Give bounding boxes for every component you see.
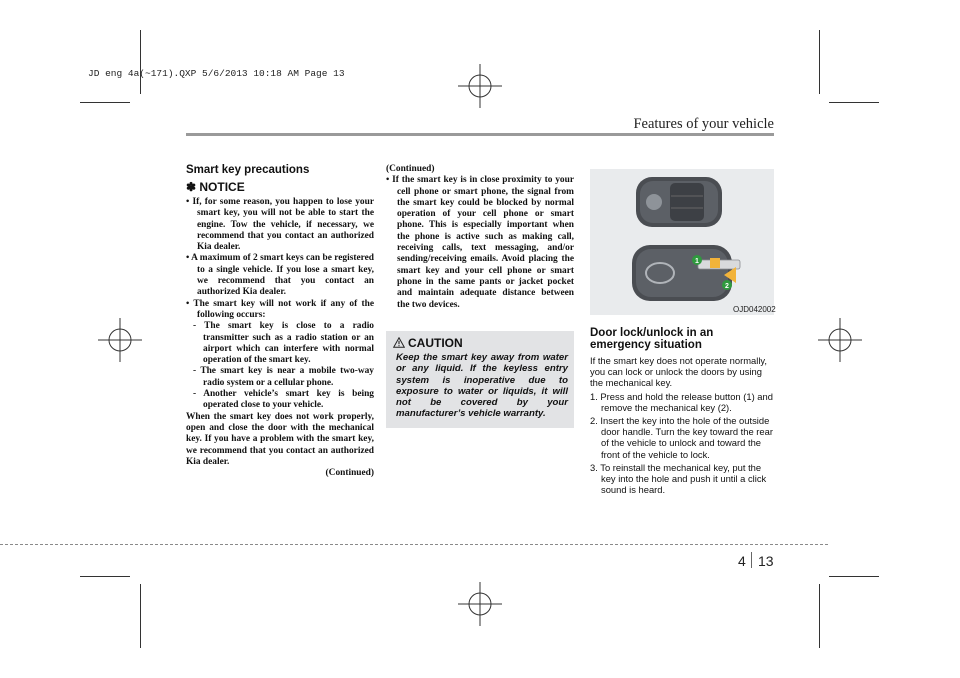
callout-2: 2: [725, 283, 729, 290]
column-door-lock-unlock: [590, 327, 776, 495]
crop-mark: [819, 584, 820, 648]
crop-mark: [80, 102, 130, 103]
crop-mark: [80, 576, 130, 577]
notice-paragraph: When the smart key does not work properly, open and close the door with the mechanical key. If you have a problem with the smart key, we recommend that you contact an authorized Kia dealer.: [186, 411, 374, 467]
crop-mark: [829, 102, 879, 103]
notice-bullet: • If the smart key is in close proximity to your cell phone or smart phone, the signal from the smart key could be blocked by normal operation of your cell phone or smart phone. This is especially important when the phone is active such as making call, receiving calls, text messaging, and/or sending/receiving emails. Avoid placing the smart key and your cell phone or smart phone in the same pants or jacket pocket and maintain adequate distance between the two devices.: [386, 175, 574, 310]
door-lock-body: [590, 355, 776, 495]
callout-1: 1: [695, 258, 699, 265]
column-continued-notice: [386, 164, 574, 311]
step-item: 3. To reinstall the mechanical key, put the key into the hole and push it until a click sound is heard.: [590, 461, 767, 496]
header-rule: [186, 133, 774, 136]
step-item: 2. Insert the key into the hole of the outside door handle. Turn the key toward the rear of the vehicle to unlock and toward the front of the vehicle to lock.: [590, 415, 773, 460]
registration-mark-top-icon: [458, 64, 502, 108]
registration-mark-right-icon: [818, 318, 862, 362]
column-smart-key-precautions: [186, 164, 374, 479]
crop-mark: [829, 576, 879, 577]
section-heading: Door lock/unlock in an emergency situation: [590, 327, 714, 351]
section-heading: Smart key precautions: [186, 164, 310, 176]
warning-triangle-icon: [393, 337, 405, 348]
crop-mark: [140, 30, 141, 94]
notice-sub-item: - The smart key is near a mobile two-way radio system or a cellular phone.: [193, 366, 374, 388]
registration-mark-left-icon: [98, 318, 142, 362]
page-number: 13: [758, 553, 774, 569]
caution-text: Keep the smart key away from water or any liquid. If the keyless entry system is inoperative due to exposure to water or liquids, it will not be covered by your manufacturer’s vehicle warranty.: [396, 352, 568, 420]
section-header-title: Features of your vehicle: [633, 116, 774, 132]
smart-key-illustration: [590, 169, 774, 315]
chapter-number: 4: [738, 553, 746, 569]
smart-key-figure: [590, 169, 774, 315]
crop-mark: [819, 30, 820, 94]
figure-caption: OJD042002: [733, 305, 776, 314]
step-item: 1. Press and hold the release button (1) and remove the mechanical key (2).: [590, 390, 773, 413]
notice-label: ✽ NOTICE: [186, 180, 245, 194]
notice-bullet: • If, for some reason, you happen to lose your smart key, you will not be able to start the engine. Tow the vehicle, if necessary, we recommend that you contact an authorized Kia dealer.: [186, 197, 374, 253]
notice-body: [186, 197, 374, 479]
crop-mark: [140, 584, 141, 648]
notice-sub-item: - The smart key is close to a radio transmitter such as a radio station or an airport which can interfere with normal operation of the smart key.: [193, 321, 374, 366]
notice-sub-item: - Another vehicle’s smart key is being operated close to your vehicle.: [193, 389, 374, 411]
continued-label: (Continued): [325, 468, 374, 479]
page-number-separator: [751, 552, 752, 568]
footer-rule: [0, 544, 828, 545]
notice-bullet: • The smart key will not work if any of the following occurs:: [186, 298, 374, 320]
registration-mark-bottom-icon: [458, 582, 502, 626]
print-slug: JD eng 4a(~171).QXP 5/6/2013 10:18 AM Page 13: [88, 68, 345, 79]
caution-title: CAUTION: [408, 336, 463, 350]
notice-bullet: • A maximum of 2 smart keys can be registered to a single vehicle. If you lose a smart key, we recommend that you contact an authorized Kia dealer.: [186, 253, 374, 298]
continued-label: (Continued): [386, 164, 435, 174]
intro-text: If the smart key does not operate normally, you can lock or unlock the doors by using the mechanical key.: [590, 355, 767, 389]
